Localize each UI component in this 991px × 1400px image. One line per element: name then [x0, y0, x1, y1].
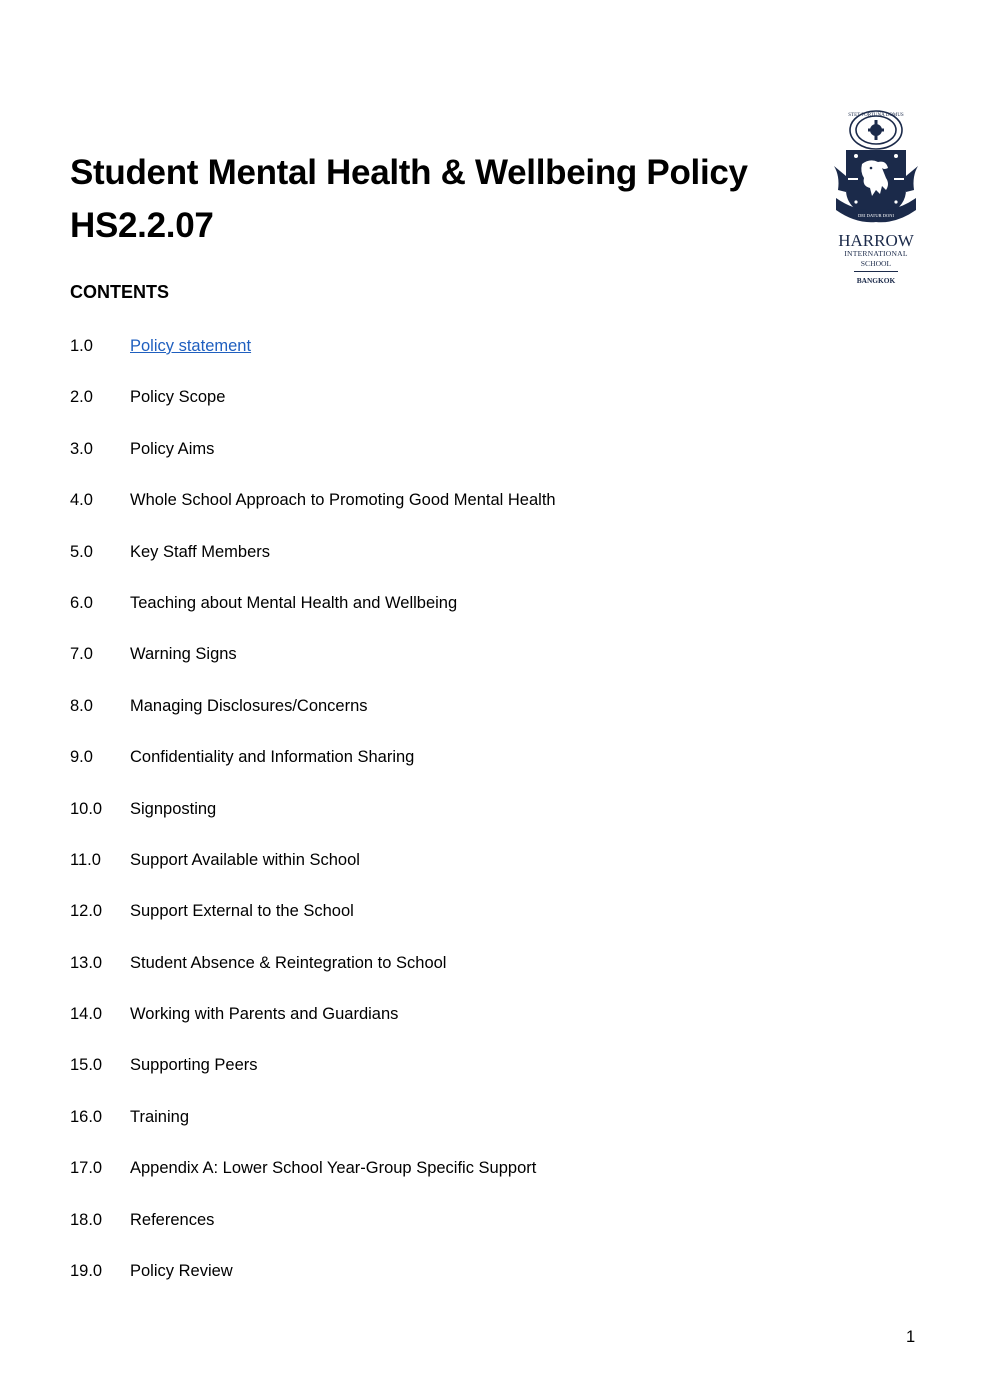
contents-heading: CONTENTS	[70, 282, 169, 302]
toc-entry	[70, 642, 556, 693]
toc-entry	[70, 437, 556, 488]
table-of-contents	[70, 334, 556, 1310]
toc-entry-number: 6.0	[70, 593, 93, 612]
toc-entry-number: 3.0	[70, 439, 93, 458]
toc-entry-label: Policy Review	[130, 1262, 233, 1281]
toc-entry-number: 1.0	[70, 337, 93, 355]
toc-entry-label: Policy Aims	[130, 439, 215, 458]
toc-entry-label: Supporting Peers	[130, 1056, 258, 1075]
toc-entry-number: 8.0	[70, 696, 93, 715]
toc-entry[interactable]	[70, 334, 556, 385]
toc-entry	[70, 488, 556, 539]
toc-entry	[70, 951, 556, 1002]
toc-entry-number: 4.0	[70, 491, 93, 510]
toc-entry-label: Appendix A: Lower School Year-Group Specific Support	[130, 1159, 537, 1178]
toc-entry-label: Teaching about Mental Health and Wellbeing	[130, 593, 458, 612]
toc-entry	[70, 1156, 556, 1207]
toc-entry-number: 16.0	[70, 1107, 103, 1126]
toc-entry-number: 5.0	[70, 542, 93, 561]
toc-entry-label: Student Absence & Reintegration to School	[130, 953, 447, 972]
toc-entry-number: 7.0	[70, 645, 93, 664]
school-logo	[826, 106, 926, 288]
toc-entry-number: 14.0	[70, 1005, 103, 1024]
toc-entry	[70, 899, 556, 950]
toc-entry	[70, 591, 556, 642]
toc-entry	[70, 385, 556, 436]
toc-entry-number: 10.0	[70, 799, 103, 818]
toc-entry-number: 19.0	[70, 1262, 103, 1281]
toc-entry-label: Warning Signs	[130, 645, 237, 664]
toc-entry-label: Policy Scope	[130, 388, 226, 407]
toc-entry-number: 18.0	[70, 1210, 103, 1229]
toc-entry-label: Key Staff Members	[130, 542, 271, 561]
toc-entry-link[interactable]: Policy statement	[130, 337, 252, 355]
toc-entry-label: References	[130, 1210, 215, 1229]
logo-motto-bottom: DEI DATUR DONI	[858, 213, 894, 218]
toc-entry-number: 12.0	[70, 902, 103, 921]
toc-entry-label: Whole School Approach to Promoting Good Mental Health	[130, 491, 556, 510]
toc-entry	[70, 540, 556, 591]
title-line-1: Student Mental Health & Wellbeing Policy	[70, 153, 748, 192]
toc-entry	[70, 1208, 556, 1259]
toc-entry-label: Support Available within School	[130, 850, 360, 869]
toc-entry-label: Signposting	[130, 799, 217, 818]
toc-entry	[70, 694, 556, 745]
toc-entry	[70, 745, 556, 796]
toc-entry-number: 9.0	[70, 748, 93, 767]
logo-line4: BANGKOK	[856, 276, 896, 285]
toc-entry	[70, 848, 556, 899]
toc-entry-label: Confidentiality and Information Sharing	[130, 748, 415, 767]
page-title	[70, 146, 810, 252]
page-number: 1	[906, 1328, 916, 1346]
toc-entry	[70, 1002, 556, 1053]
toc-entry-label: Support External to the School	[130, 902, 354, 921]
toc-entry-label: Managing Disclosures/Concerns	[130, 696, 368, 715]
logo-line2: INTERNATIONAL	[844, 249, 908, 258]
logo-motto-top: STET FORTUNA DOMUS	[848, 113, 904, 118]
toc-entry-number: 15.0	[70, 1056, 103, 1075]
toc-entry	[70, 797, 556, 848]
toc-entry-number: 2.0	[70, 388, 93, 407]
toc-entry-number: 11.0	[70, 850, 101, 869]
toc-entry-number: 13.0	[70, 953, 103, 972]
logo-line3: SCHOOL	[860, 259, 892, 268]
toc-entry-label: Training	[130, 1107, 189, 1126]
title-line-2: HS2.2.07	[70, 206, 214, 245]
toc-entry	[70, 1259, 556, 1310]
logo-name: HARROW	[838, 231, 914, 250]
toc-entry	[70, 1105, 556, 1156]
toc-entry	[70, 1053, 556, 1104]
toc-entry-label: Working with Parents and Guardians	[130, 1005, 399, 1024]
toc-entry-number: 17.0	[70, 1159, 103, 1178]
